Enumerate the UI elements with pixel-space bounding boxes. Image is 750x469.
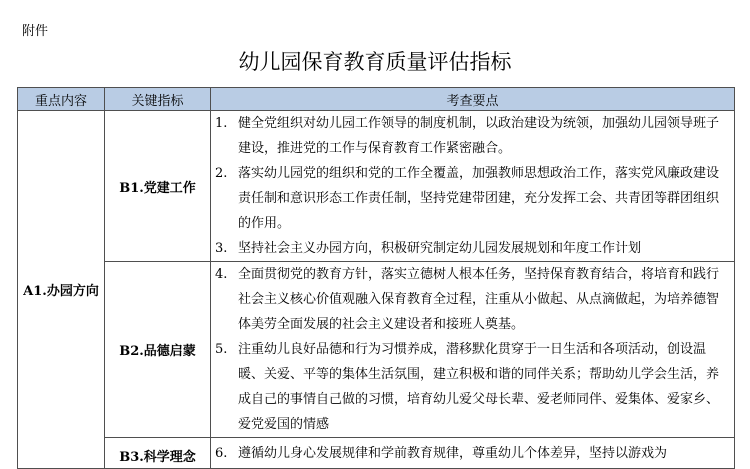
points-b1-list — [211, 111, 734, 261]
point-4-text: 全面贯彻党的教育方针，落实立德树人根本任务，坚持保育教育结合，将培育和践行社会主义核心价值观融入保育教育全过程，注重从小做起、从点滴做起，为培养德智体美劳全面发展的社会主义建设者和接班人奠基。 — [238, 267, 720, 332]
point-1 — [211, 111, 728, 161]
indicator-b1-cell — [105, 111, 211, 262]
point-5-number: 5. — [215, 342, 228, 357]
point-2-number: 2. — [215, 166, 228, 181]
focus-a1-label: A1.办园方向 — [23, 284, 99, 299]
point-1-text: 健全党组织对幼儿园工作领导的制度机制，以政治建设为统领，加强幼儿园领导班子建设，推进党的工作与保育教育工作紧密融合。 — [238, 116, 720, 156]
point-1-number: 1. — [215, 116, 228, 131]
document-title: 幼儿园保育教育质量评估指标 — [238, 50, 512, 74]
point-6-number: 6. — [215, 445, 228, 461]
indicator-b1-label: B1.党建工作 — [119, 180, 196, 196]
attachment-label: 附件 — [22, 24, 49, 39]
point-3-text: 坚持社会主义办园方向，积极研究制定幼儿园发展规划和年度工作计划 — [238, 241, 642, 256]
table-row — [18, 438, 735, 469]
table-row — [18, 111, 735, 262]
point-3-number: 3. — [215, 241, 228, 256]
points-b3-list — [211, 441, 734, 466]
table-header-row — [18, 88, 735, 111]
point-4 — [211, 262, 728, 337]
points-b3-cell — [211, 438, 735, 469]
header-indicator: 关键指标 — [105, 88, 211, 111]
indicator-b2-cell — [105, 262, 211, 438]
point-6-text: 遵循幼儿身心发展规律和学前教育规律，尊重幼儿个体差异，坚持以游戏为 — [238, 445, 668, 461]
evaluation-table — [17, 87, 735, 469]
focus-a1-cell — [18, 111, 105, 469]
points-b1-cell — [211, 111, 735, 262]
header-points: 考查要点 — [211, 88, 735, 111]
points-b2-cell — [211, 262, 735, 438]
point-5 — [211, 337, 728, 437]
table-row — [18, 262, 735, 438]
point-2-text: 落实幼儿园党的组织和党的工作全覆盖，加强教师思想政治工作，落实党风廉政建设责任制和意识形态工作责任制，坚持党建带团建，充分发挥工会、共青团等群团组织的作用。 — [238, 166, 720, 231]
header-focus: 重点内容 — [18, 88, 105, 111]
point-4-number: 4. — [215, 267, 228, 282]
indicator-b2-label: B2.品德启蒙 — [119, 344, 196, 359]
points-b2-list — [211, 262, 734, 437]
point-5-text: 注重幼儿良好品德和行为习惯养成，潜移默化贯穿于一日生活和各项活动，创设温暖、关爱、平等的集体生活氛围，建立积极和谐的同伴关系；帮助幼儿学会生活，养成自己的事情自己做的习惯，培育幼儿爱父母长辈、爱老师同伴、爱集体、爱家乡、爱党爱国的情感 — [238, 342, 720, 432]
indicator-b3-cell — [105, 438, 211, 469]
point-3 — [211, 236, 728, 261]
point-6 — [211, 441, 728, 466]
indicator-b3-label: B3.科学理念 — [119, 449, 196, 465]
point-2 — [211, 161, 728, 236]
